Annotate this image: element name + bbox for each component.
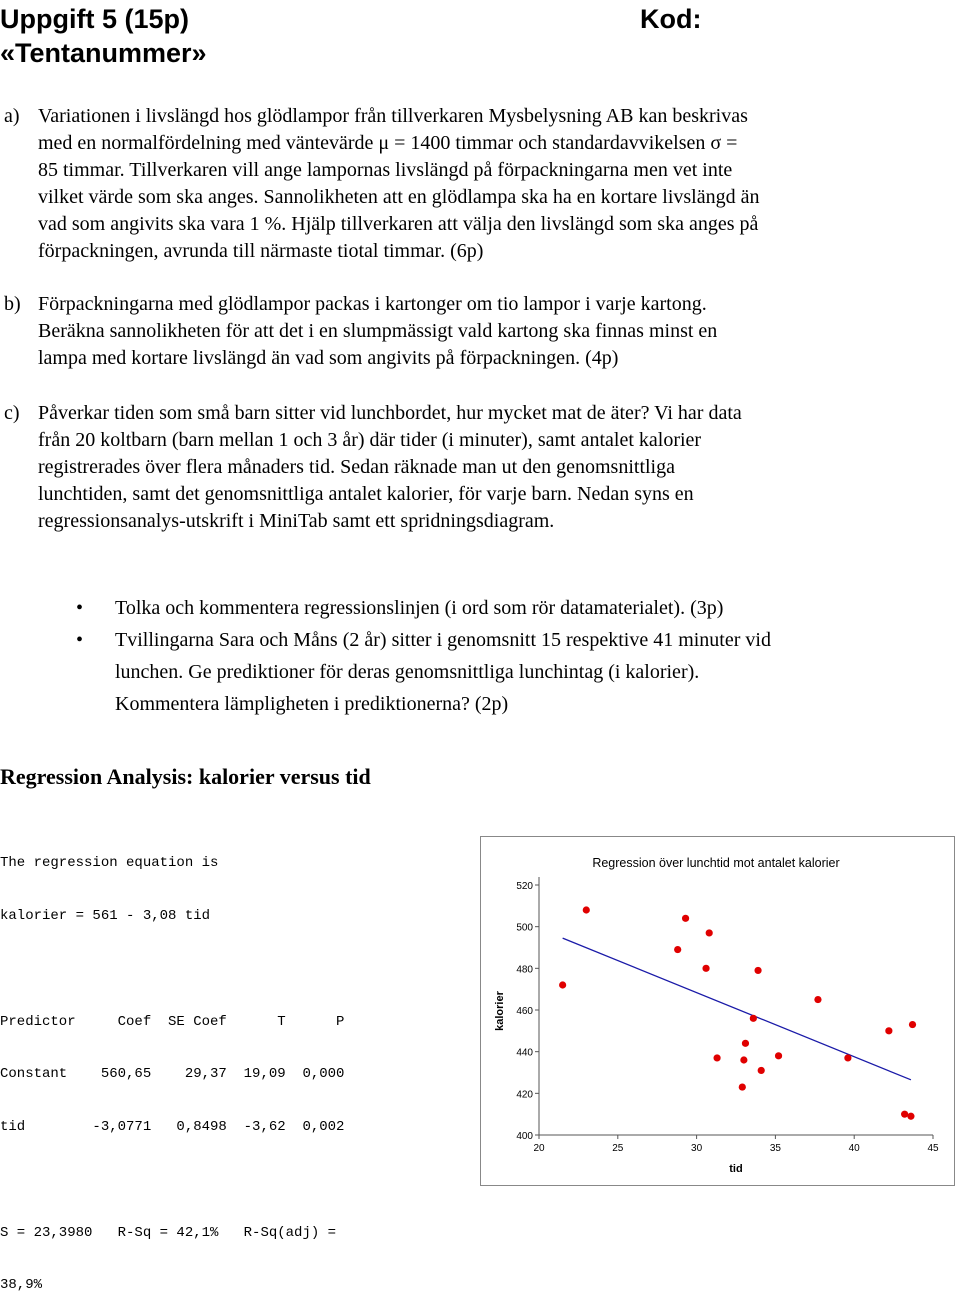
output-line: S = 23,3980 R-Sq = 42,1% R-Sq(adj) = [0,1224,337,1241]
text-line: registrerades över flera månaders tid. Sedan räknade man ut den genomsnittliga [38,456,675,478]
data-point [754,967,761,974]
part-c-text [38,400,918,535]
data-point [739,1083,746,1090]
text-line: lunchen. Ge prediktioner för deras genomsnittliga lunchintag (i kalorier). [115,661,700,683]
data-point [907,1113,914,1120]
data-point [750,1015,757,1022]
output-line: kalorier = 561 - 3,08 tid [0,907,211,924]
text-line: Beräkna sannolikheten för att det i en slumpmässigt vald kartong ska finnas minst en [38,320,718,342]
x-tick-label: 35 [769,1143,781,1154]
y-tick-label: 500 [516,922,533,934]
output-line: Predictor Coef SE Coef T P [0,1013,345,1030]
output-line: tid -3,0771 0,8498 -3,62 0,002 [0,1119,345,1136]
data-point [740,1056,747,1063]
data-point [702,965,709,972]
part-c-label: c) [4,402,20,424]
data-point [775,1052,782,1059]
chart-title: Regression över lunchtid mot antalet kalorier [592,856,840,870]
data-point [901,1111,908,1118]
y-tick-label: 420 [516,1089,533,1101]
part-b-text [38,291,918,372]
text-line: vad som angivits ska vara 1 %. Hjälp tillverkaren att välja den livslängd som ska anges på [38,213,759,235]
data-point [713,1054,720,1061]
text-line: Förpackningarna med glödlampor packas i kartonger om tio lampor i varje kartong. [38,293,707,315]
part-b-label: b) [4,293,21,315]
y-tick-label: 520 [516,881,533,892]
regression-heading: Regression Analysis: kalorier versus tid [0,764,371,789]
text-line: 85 timmar. Tillverkaren vill ange lampornas livslängd på förpackningarna men vet inte [38,159,733,181]
output-line: 38,9% [0,1277,43,1294]
y-axis-label: kalorier [494,991,506,1031]
regression-output [0,820,344,1313]
text-line: med en normalfördelning med väntevärde μ = 1400 timmar och standardavvikelsen σ = [38,132,738,154]
bullet-icon: • [76,629,84,651]
text-line: lunchtiden, samt det genomsnittliga antalet kalorier, för varje barn. Nedan syns en [38,483,694,505]
data-point [559,981,566,988]
text-line: Variationen i livslängd hos glödlampor från tillverkaren Mysbelysning AB kan beskrivas [38,105,748,127]
part-a-text [38,103,918,265]
x-tick-label: 30 [691,1143,703,1154]
output-line [0,1172,344,1190]
part-a-label: a) [4,105,20,127]
title-line-2: «Tentanummer» [0,38,207,68]
data-point [682,915,689,922]
x-tick-label: 25 [612,1143,624,1154]
data-point [885,1027,892,1034]
x-axis-label: tid [729,1163,743,1175]
text-line: Tolka och kommentera regressionslinjen (i ord som rör datamaterialet). (3p) [115,597,724,619]
y-tick-label: 480 [516,964,533,976]
data-point [583,906,590,913]
y-tick-label: 440 [516,1047,533,1059]
bullet-icon: • [76,597,84,619]
y-tick-label: 400 [516,1131,533,1142]
x-tick-label: 45 [927,1143,939,1154]
text-line: regressionsanalys-utskrift i MiniTab samt ett spridningsdiagram. [38,510,555,532]
text-line: vilket värde som ska anges. Sannolikheten att en glödlampa ska ha en kortare livslängd än [38,186,760,208]
text-line: från 20 koltbarn (barn mellan 1 och 3 år) där tider (i minuter), samt antalet kalorier [38,429,702,451]
regression-line [563,938,911,1080]
output-line [0,961,344,979]
output-line: Constant 560,65 29,37 19,09 0,000 [0,1066,345,1083]
data-point [742,1040,749,1047]
bullet-item-1 [115,592,915,624]
text-line: förpackningen, avrunda till närmaste tiotal timmar. (6p) [38,240,484,262]
data-point [814,996,821,1003]
y-tick-label: 460 [516,1006,533,1017]
output-line: The regression equation is [0,855,219,872]
text-line: Tvillingarna Sara och Måns (2 år) sitter i genomsnitt 15 respektive 41 minuter vid [115,629,771,651]
title-line-1: Uppgift 5 (15p) [0,4,189,34]
text-line: Påverkar tiden som små barn sitter vid lunchbordet, hur mycket mat de äter? Vi har data [38,402,742,424]
text-line: lampa med kortare livslängd än vad som angivits på förpackningen. (4p) [38,347,619,369]
code-label: Kod: [640,4,702,34]
bullet-item-2 [115,624,915,720]
data-point [706,929,713,936]
x-tick-label: 40 [848,1143,860,1154]
data-point [844,1054,851,1061]
page-title [0,2,207,70]
data-point [909,1021,916,1028]
data-point [674,946,681,953]
text-line: Kommentera lämpligheten i prediktionerna? (2p) [115,693,509,715]
scatter-chart [481,837,954,1185]
scatter-chart-frame [480,836,955,1186]
data-point [758,1067,765,1074]
x-tick-label: 20 [533,1143,545,1154]
